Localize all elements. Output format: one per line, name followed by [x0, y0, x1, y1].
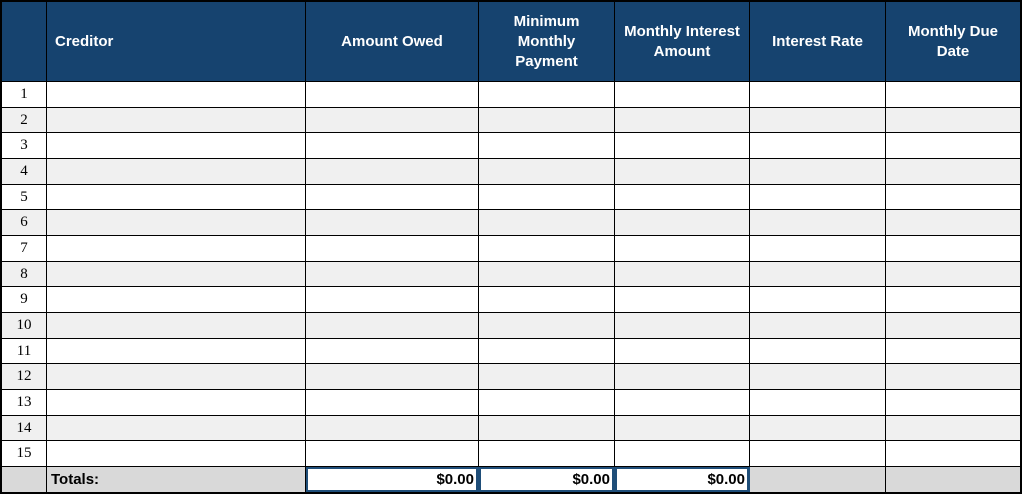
cell-minimum-monthly-payment[interactable]: [479, 262, 615, 287]
row-number: 13: [2, 390, 47, 415]
cell-creditor[interactable]: [47, 287, 306, 312]
cell-monthly-due-date[interactable]: [886, 185, 1020, 210]
cell-monthly-due-date[interactable]: [886, 82, 1020, 107]
table-row: [2, 159, 1020, 185]
cell-creditor[interactable]: [47, 82, 306, 107]
cell-creditor[interactable]: [47, 441, 306, 466]
cell-interest-rate[interactable]: [750, 108, 886, 133]
cell-monthly-interest-amount[interactable]: [615, 159, 750, 184]
row-number: 12: [2, 364, 47, 389]
row-number: 7: [2, 236, 47, 261]
cell-monthly-due-date[interactable]: [886, 108, 1020, 133]
cell-interest-rate[interactable]: [750, 236, 886, 261]
cell-amount-owed[interactable]: [306, 185, 479, 210]
table-header-row: [2, 2, 1020, 82]
cell-monthly-interest-amount[interactable]: [615, 82, 750, 107]
row-number: 2: [2, 108, 47, 133]
cell-monthly-interest-amount[interactable]: [615, 185, 750, 210]
cell-creditor[interactable]: [47, 390, 306, 415]
row-number: 5: [2, 185, 47, 210]
cell-interest-rate[interactable]: [750, 185, 886, 210]
cell-minimum-monthly-payment[interactable]: [479, 185, 615, 210]
table-row: [2, 262, 1020, 288]
header-cell-monthly-interest-amount: Monthly Interest Amount: [615, 2, 750, 81]
cell-monthly-interest-amount[interactable]: [615, 210, 750, 235]
cell-creditor[interactable]: [47, 262, 306, 287]
cell-amount-owed[interactable]: [306, 416, 479, 441]
cell-minimum-monthly-payment[interactable]: [479, 416, 615, 441]
cell-monthly-interest-amount[interactable]: [615, 390, 750, 415]
cell-amount-owed[interactable]: [306, 236, 479, 261]
cell-monthly-interest-amount[interactable]: [615, 339, 750, 364]
row-number: 15: [2, 441, 47, 466]
cell-interest-rate[interactable]: [750, 287, 886, 312]
total-monthly-interest-amount: $0.00: [615, 467, 750, 492]
cell-monthly-interest-amount[interactable]: [615, 364, 750, 389]
row-number: 4: [2, 159, 47, 184]
cell-interest-rate[interactable]: [750, 390, 886, 415]
table-row: [2, 441, 1020, 467]
cell-amount-owed[interactable]: [306, 287, 479, 312]
cell-amount-owed[interactable]: [306, 390, 479, 415]
cell-minimum-monthly-payment[interactable]: [479, 390, 615, 415]
cell-amount-owed[interactable]: [306, 262, 479, 287]
cell-minimum-monthly-payment[interactable]: [479, 287, 615, 312]
cell-creditor[interactable]: [47, 313, 306, 338]
cell-creditor[interactable]: [47, 185, 306, 210]
cell-interest-rate[interactable]: [750, 416, 886, 441]
cell-amount-owed[interactable]: [306, 441, 479, 466]
cell-monthly-due-date[interactable]: [886, 390, 1020, 415]
total-monthly-due-date: [886, 467, 1020, 492]
table-row: [2, 108, 1020, 134]
cell-monthly-due-date[interactable]: [886, 262, 1020, 287]
row-number: 6: [2, 210, 47, 235]
cell-interest-rate[interactable]: [750, 159, 886, 184]
cell-minimum-monthly-payment[interactable]: [479, 441, 615, 466]
cell-minimum-monthly-payment[interactable]: [479, 159, 615, 184]
cell-monthly-due-date[interactable]: [886, 159, 1020, 184]
totals-row: [2, 467, 1020, 492]
cell-creditor[interactable]: [47, 210, 306, 235]
table-row: [2, 185, 1020, 211]
cell-minimum-monthly-payment[interactable]: [479, 236, 615, 261]
cell-amount-owed[interactable]: [306, 313, 479, 338]
cell-monthly-interest-amount[interactable]: [615, 313, 750, 338]
cell-monthly-due-date[interactable]: [886, 236, 1020, 261]
cell-monthly-due-date[interactable]: [886, 133, 1020, 158]
cell-minimum-monthly-payment[interactable]: [479, 82, 615, 107]
table-row: [2, 339, 1020, 365]
cell-monthly-due-date[interactable]: [886, 339, 1020, 364]
header-cell-minimum-monthly-payment: Minimum Monthly Payment: [479, 2, 615, 81]
row-number: 10: [2, 313, 47, 338]
cell-amount-owed[interactable]: [306, 159, 479, 184]
cell-creditor[interactable]: [47, 159, 306, 184]
header-cell-row-number: [2, 2, 47, 81]
cell-creditor[interactable]: [47, 339, 306, 364]
table-row: [2, 133, 1020, 159]
cell-minimum-monthly-payment[interactable]: [479, 133, 615, 158]
cell-monthly-interest-amount[interactable]: [615, 108, 750, 133]
table-row: [2, 390, 1020, 416]
cell-interest-rate[interactable]: [750, 339, 886, 364]
row-number: 3: [2, 133, 47, 158]
header-cell-creditor: Creditor: [47, 2, 306, 81]
cell-minimum-monthly-payment[interactable]: [479, 313, 615, 338]
cell-interest-rate[interactable]: [750, 262, 886, 287]
totals-label: Totals:: [47, 467, 306, 492]
cell-interest-rate[interactable]: [750, 210, 886, 235]
cell-monthly-due-date[interactable]: [886, 313, 1020, 338]
table-row: [2, 210, 1020, 236]
cell-amount-owed[interactable]: [306, 210, 479, 235]
cell-monthly-interest-amount[interactable]: [615, 287, 750, 312]
header-cell-interest-rate: Interest Rate: [750, 2, 886, 81]
row-number: 1: [2, 82, 47, 107]
cell-interest-rate[interactable]: [750, 441, 886, 466]
table-row: [2, 416, 1020, 442]
row-number: 11: [2, 339, 47, 364]
cell-monthly-due-date[interactable]: [886, 210, 1020, 235]
cell-amount-owed[interactable]: [306, 133, 479, 158]
header-cell-monthly-due-date: Monthly Due Date: [908, 22, 998, 60]
cell-monthly-interest-amount[interactable]: [615, 133, 750, 158]
cell-monthly-interest-amount[interactable]: [615, 441, 750, 466]
cell-interest-rate[interactable]: [750, 364, 886, 389]
row-number: 8: [2, 262, 47, 287]
cell-creditor[interactable]: [47, 133, 306, 158]
cell-interest-rate[interactable]: [750, 313, 886, 338]
cell-creditor[interactable]: [47, 108, 306, 133]
table-row: [2, 364, 1020, 390]
row-number: 9: [2, 287, 47, 312]
cell-creditor[interactable]: [47, 364, 306, 389]
cell-minimum-monthly-payment[interactable]: [479, 108, 615, 133]
cell-monthly-due-date[interactable]: [886, 416, 1020, 441]
cell-monthly-due-date[interactable]: [886, 287, 1020, 312]
cell-monthly-due-date[interactable]: [886, 364, 1020, 389]
cell-monthly-interest-amount[interactable]: [615, 236, 750, 261]
cell-monthly-interest-amount[interactable]: [615, 262, 750, 287]
cell-amount-owed[interactable]: [306, 364, 479, 389]
cell-amount-owed[interactable]: [306, 82, 479, 107]
cell-interest-rate[interactable]: [750, 82, 886, 107]
cell-amount-owed[interactable]: [306, 339, 479, 364]
table-row: [2, 82, 1020, 108]
cell-creditor[interactable]: [47, 236, 306, 261]
cell-minimum-monthly-payment[interactable]: [479, 210, 615, 235]
cell-minimum-monthly-payment[interactable]: [479, 339, 615, 364]
table-row: [2, 313, 1020, 339]
cell-minimum-monthly-payment[interactable]: [479, 364, 615, 389]
table-body: [2, 82, 1020, 467]
cell-monthly-due-date[interactable]: [886, 441, 1020, 466]
total-interest-rate: [750, 467, 886, 492]
row-number: 14: [2, 416, 47, 441]
totals-row-number-cell: [2, 467, 47, 492]
cell-creditor[interactable]: [47, 416, 306, 441]
total-amount-owed: $0.00: [306, 467, 479, 492]
cell-amount-owed[interactable]: [306, 108, 479, 133]
total-minimum-monthly-payment: $0.00: [479, 467, 615, 492]
table-row: [2, 287, 1020, 313]
header-cell-amount-owed: Amount Owed: [306, 2, 479, 81]
table-row: [2, 236, 1020, 262]
cell-monthly-interest-amount[interactable]: [615, 416, 750, 441]
cell-interest-rate[interactable]: [750, 133, 886, 158]
